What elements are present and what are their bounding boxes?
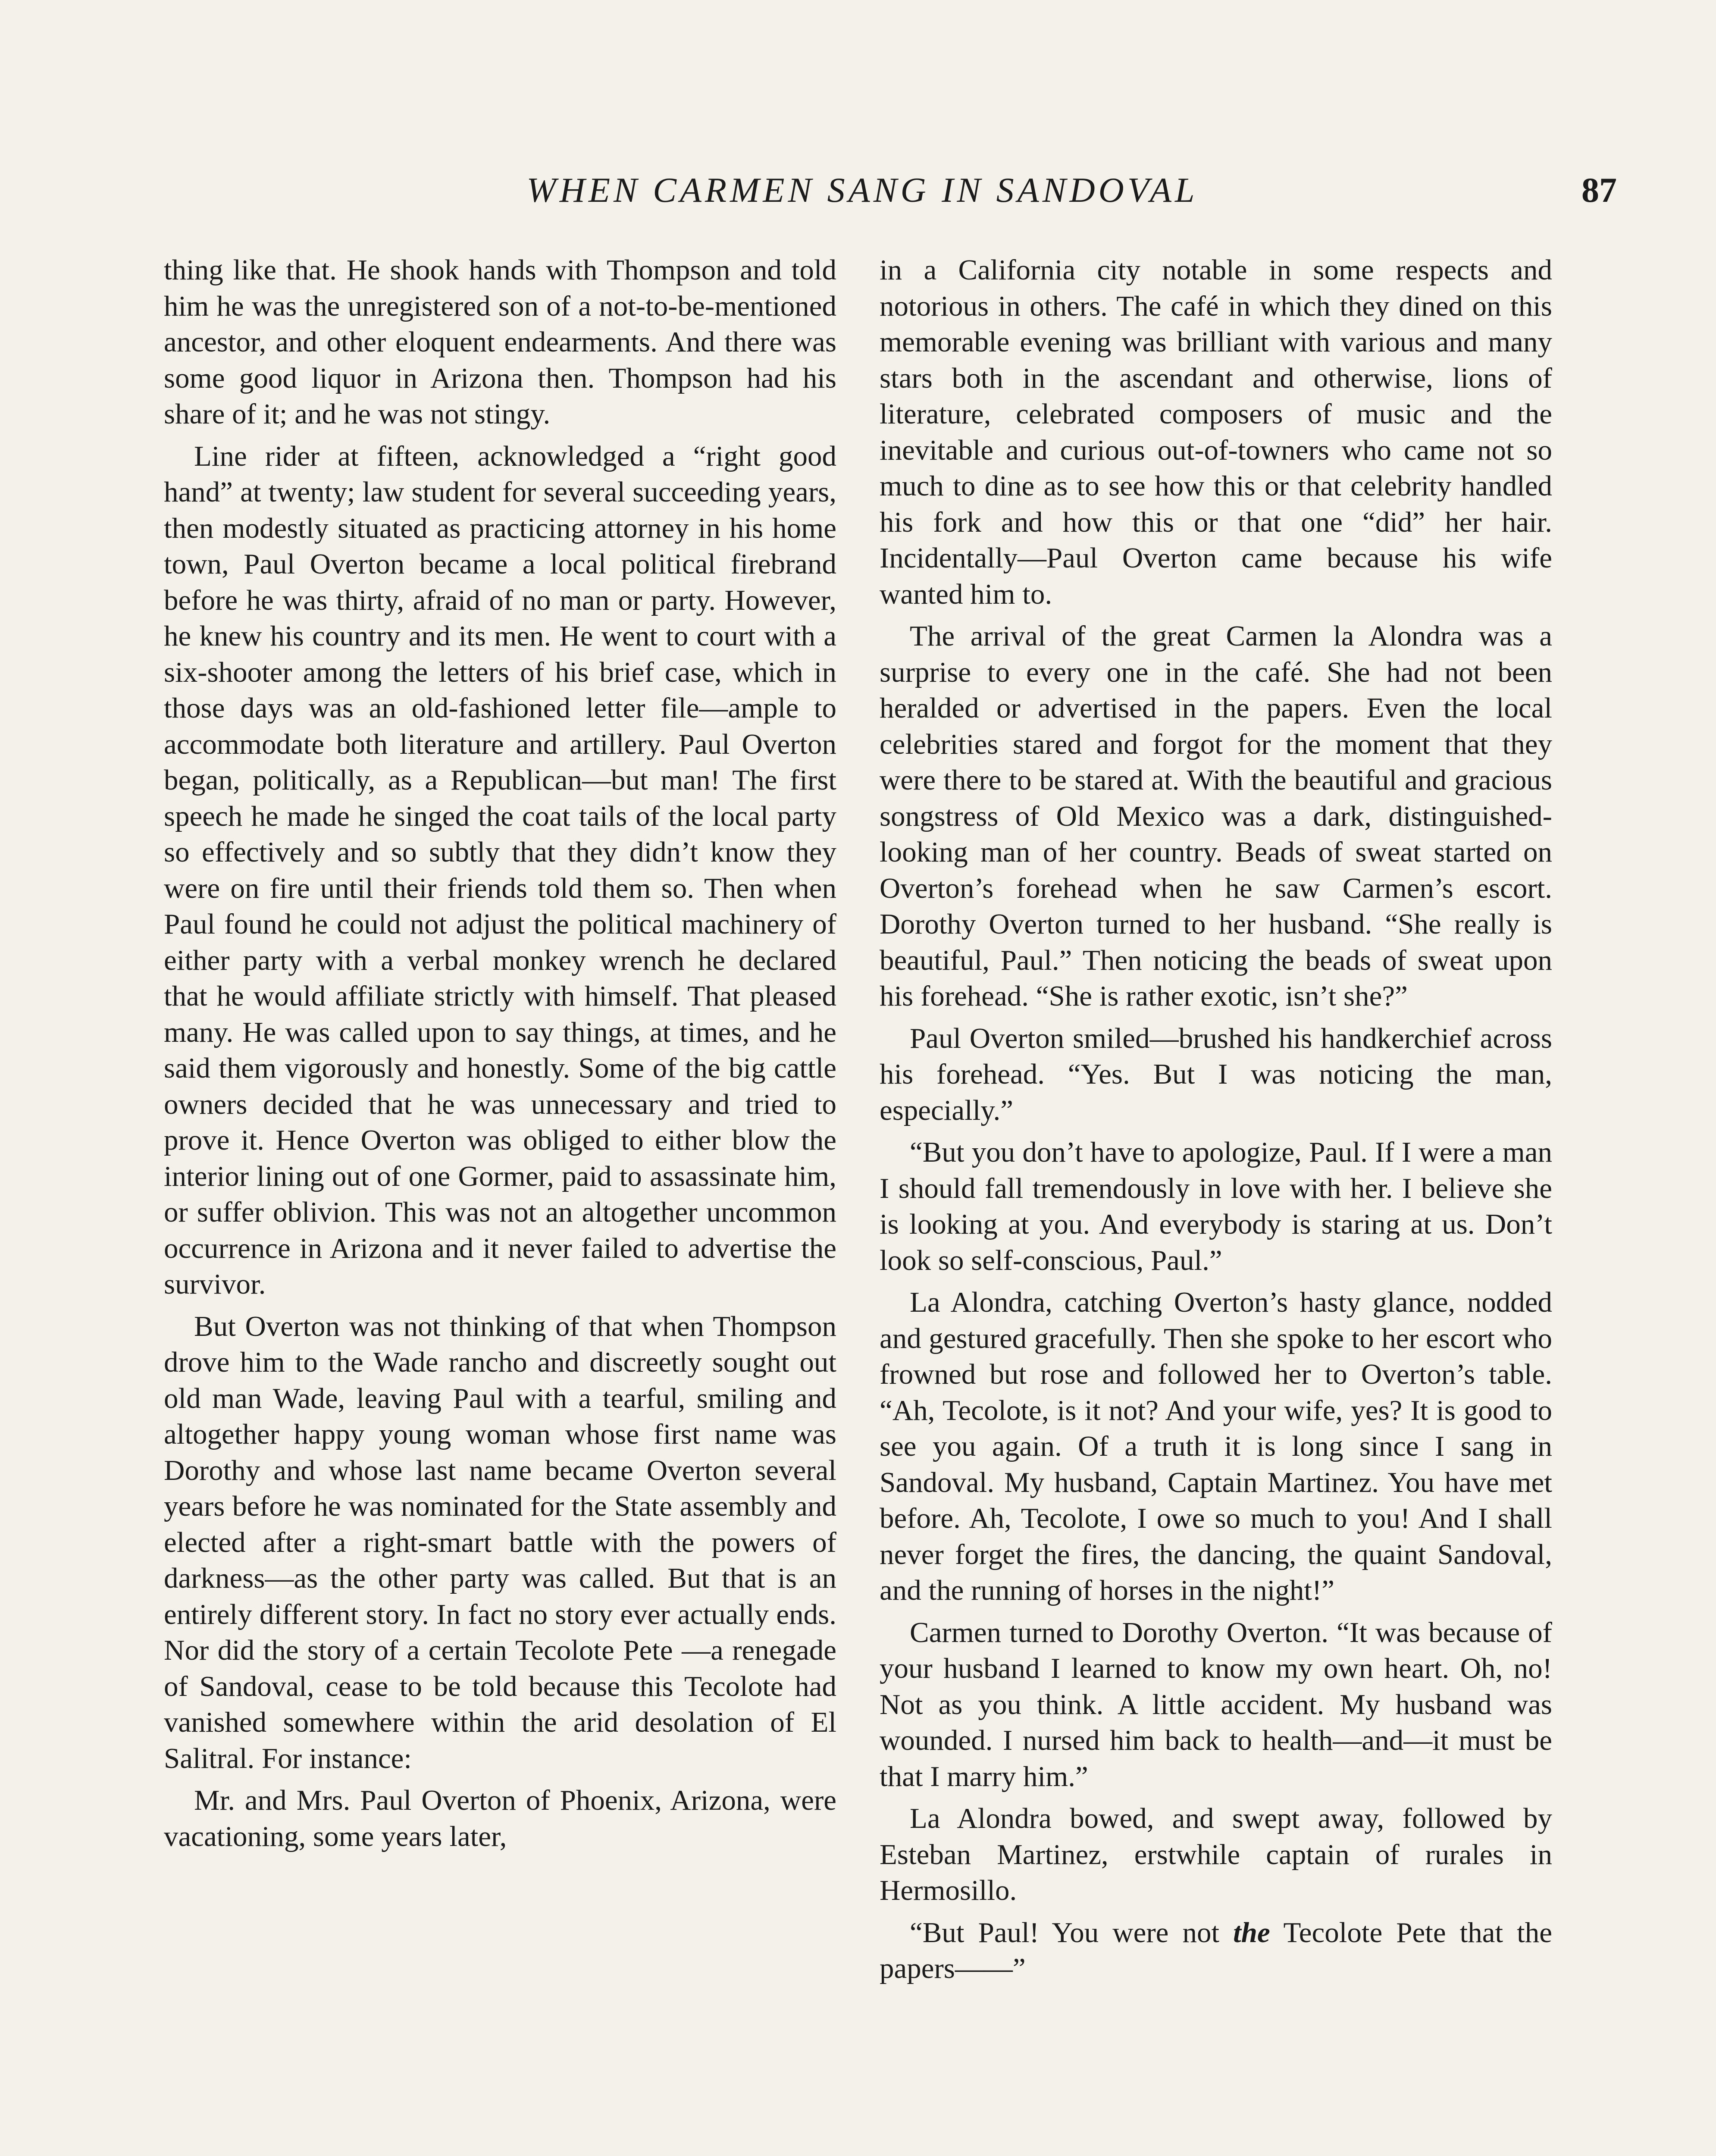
paragraph: The arrival of the great Carmen la Alondra was a surprise to every one in the café. She had not been heralded or advertised in the papers. Even the local celebrities stared and forgot for the moment that they were there to be stared at. With the beautiful and gracious songstress of Old Mexico was a dark, distinguished-looking man of her country. Beads of sweat started on Overton’s forehead when he saw Carmen’s escort. Dorothy Overton turned to her husband. “She really is beautiful, Paul.” Then noticing the beads of sweat upon his forehead. “She is rather exotic, isn’t she?”: [880, 620, 1552, 1012]
paragraph: La Alondra, catching Overton’s hasty glance, nodded and gestured gracefully. Then she spoke to her escort who frowned but rose and followed her to Overton’s table. “Ah, Tecolote, is it not? And your wife, yes? It is good to see you again. Of a truth it is long since I sang in Sandoval. My husband, Captain Martinez. You have met before. Ah, Tecolote, I owe so much to you! And I shall never forget the fires, the dancing, the quaint Sandoval, and the running of horses in the night!”: [880, 1286, 1552, 1606]
paragraph: But Overton was not thinking of that when Thompson drove him to the Wade rancho and discreetly sought out old man Wade, leaving Paul with a tearful, smiling and altogether happy young woman whose first name was Dorothy and whose last name became Overton several years before he was nominated for the State assembly and elected after a right-smart battle with the powers of darkness—as the other party was called. But that is an entirely different story. In fact no story ever actually ends. Nor did the story of a certain Tecolote Pete —a renegade of Sandoval, cease to be told because this Tecolote had vanished somewhere within the arid desolation of El Salitral. For instance:: [164, 1310, 836, 1774]
emphasized-word: the: [1233, 1916, 1270, 1949]
right-column: [880, 252, 1552, 1993]
paragraph: Mr. and Mrs. Paul Overton of Phoenix, Arizona, were vacationing, some years later,: [164, 1784, 836, 1852]
paragraph: [880, 1915, 1552, 1987]
paragraph: La Alondra bowed, and swept away, followed by Esteban Martinez, erstwhile captain of rurales in Hermosillo.: [880, 1802, 1552, 1906]
left-column: [164, 252, 836, 1861]
paragraph: thing like that. He shook hands with Thompson and told him he was the unregistered son of a not-to-be-mentioned ancestor, and other eloquent endearments. And there was some good liquor in Arizona then. Thompson had his share of it; and he was not stingy.: [164, 254, 836, 430]
paragraph: Carmen turned to Dorothy Overton. “It was because of your husband I learned to know my own heart. Oh, no! Not as you think. A little accident. My husband was wounded. I nursed him back to health—and—it must be that I marry him.”: [880, 1616, 1552, 1792]
paragraph: Paul Overton smiled—brushed his handkerchief across his forehead. “Yes. But I was noticing the man, especially.”: [880, 1022, 1552, 1126]
page-number: 87: [1581, 170, 1617, 210]
text-run: Tecolote Pete that the papers——”: [880, 1916, 1553, 1984]
running-title: WHEN CARMEN SANG IN SANDOVAL: [526, 170, 1198, 210]
text-run: “But Paul! You were not: [910, 1916, 1234, 1949]
paragraph: in a California city notable in some respects and notorious in others. The café in which they dined on this memorable evening was brilliant with various and many stars both in the ascendant and otherwise, lions of literature, celebrated composers of music and the inevitable and curious out-of-towners who came not so much to dine as to see how this or that celebrity handled his fork and how this or that one “did” her hair. Incidentally—Paul Overton came because his wife wanted him to.: [880, 254, 1552, 610]
paragraph: Line rider at fifteen, acknowledged a “right good hand” at twenty; law student for several succeeding years, then modestly situated as practicing attorney in his home town, Paul Overton became a local political firebrand before he was thirty, afraid of no man or party. However, he knew his country and its men. He went to court with a six-shooter among the letters of his brief case, which in those days was an old-fashioned letter file—ample to accommodate both literature and artillery. Paul Overton began, politically, as a Republican—but man! The first speech he made he singed the coat tails of the local party so effectively and so subtly that they didn’t know they were on fire until their friends told them so. Then when Paul found he could not adjust the political machinery of either party with a verbal monkey wrench he declared that he would affiliate strictly with himself. That pleased many. He was called upon to say things, at times, and he said them vigorously and honestly. Some of the big cattle owners decided that he was unnecessary and tried to prove it. Hence Overton was obliged to either blow the interior lining out of one Gormer, paid to assassinate him, or suffer oblivion. This was not an altogether uncommon occurrence in Arizona and it never failed to advertise the survivor.: [164, 440, 836, 1300]
paragraph: “But you don’t have to apologize, Paul. If I were a man I should fall tremendously in love with her. I believe she is looking at you. And everybody is staring at us. Don’t look so self-conscious, Paul.”: [880, 1136, 1552, 1276]
